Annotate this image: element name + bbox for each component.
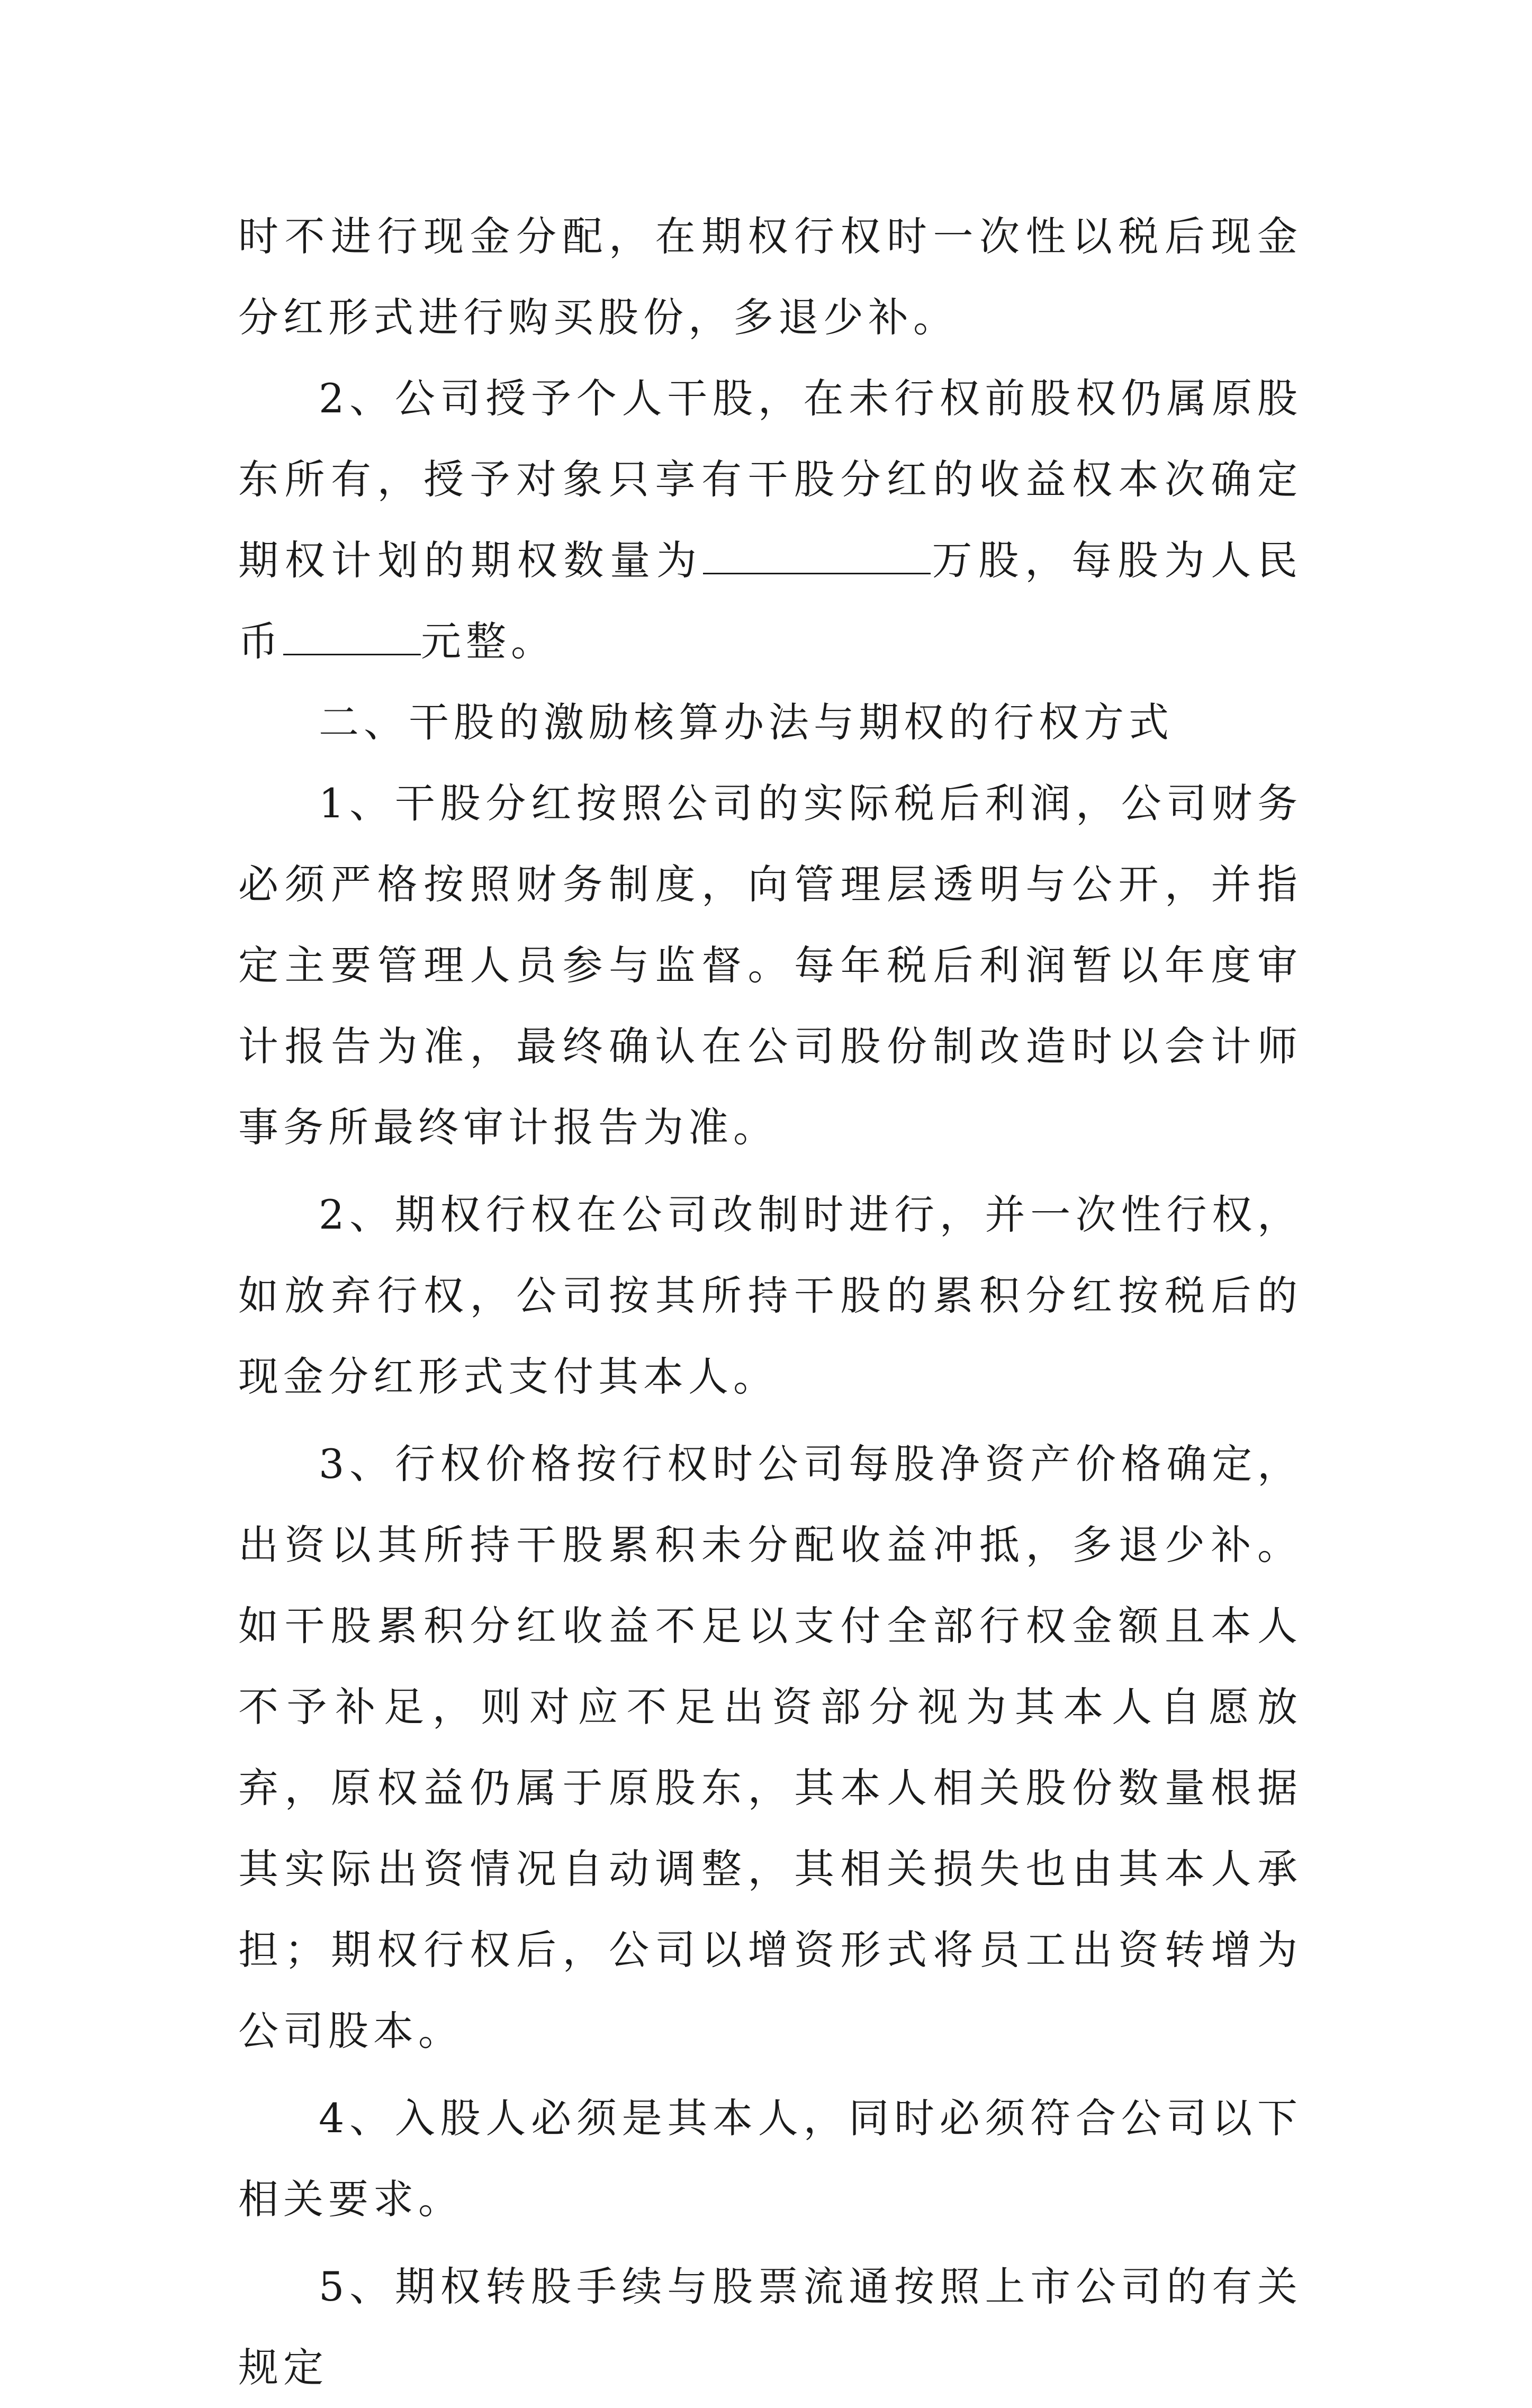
option-quantity-text: 2、公司授予个人干股，在未行权前股权仍属原股东所有，授予对象只享有干股分红的收益权本次确定期权计划的期权数量为 xyxy=(238,375,1302,584)
price-blank[interactable] xyxy=(283,621,421,655)
price-text: 万股，每股为人民币 xyxy=(238,537,1303,665)
paragraph-exercise-price: 3、行权价格按行权时公司每股净资产价格确定，出资以其所持干股累积未分配收益冲抵，多退少补。如干股累积分红收益不足以支付全部行权金额且本人不予补足，则对应不足出资部分视为其本人自愿放弃，原权益仍属于原股东，其本人相关股份数量根据其实际出资情况自动调整，其相关损失也由其本人承担；期权行权后，公司以增资形式将员工出资转增为公司股本。 xyxy=(238,1440,1302,2054)
paragraph-transfer: 5、期权转股手续与股票流通按照上市公司的有关规定 xyxy=(238,2263,1302,2391)
paragraph-shareholder: 4、入股人必须是其本人，同时必须符合公司以下相关要求。 xyxy=(238,2095,1302,2223)
paragraph-option-quantity xyxy=(238,358,1302,682)
section-heading: 二、干股的激励核算办法与期权的行权方式 xyxy=(319,699,1174,746)
paragraph-exercise: 2、期权行权在公司改制时进行，并一次性行权，如放弃行权，公司按其所持干股的累积分红按税后的现金分红形式支付其本人。 xyxy=(238,1191,1302,1400)
price-unit-text: 元整。 xyxy=(421,618,556,665)
paragraph-dividend: 1、干股分红按照公司的实际税后利润，公司财务必须严格按照财务制度，向管理层透明与公开，并指定主要管理人员参与监督。每年税后利润暂以年度审计报告为准，最终确认在公司股份制改造时以会计师事务所最终审计报告为准。 xyxy=(238,780,1302,1151)
paragraph-continued: 时不进行现金分配，在期权行权时一次性以税后现金分红形式进行购买股份，多退少补。 xyxy=(238,213,1302,341)
body-text xyxy=(238,196,1302,2408)
share-quantity-blank[interactable] xyxy=(703,540,931,574)
